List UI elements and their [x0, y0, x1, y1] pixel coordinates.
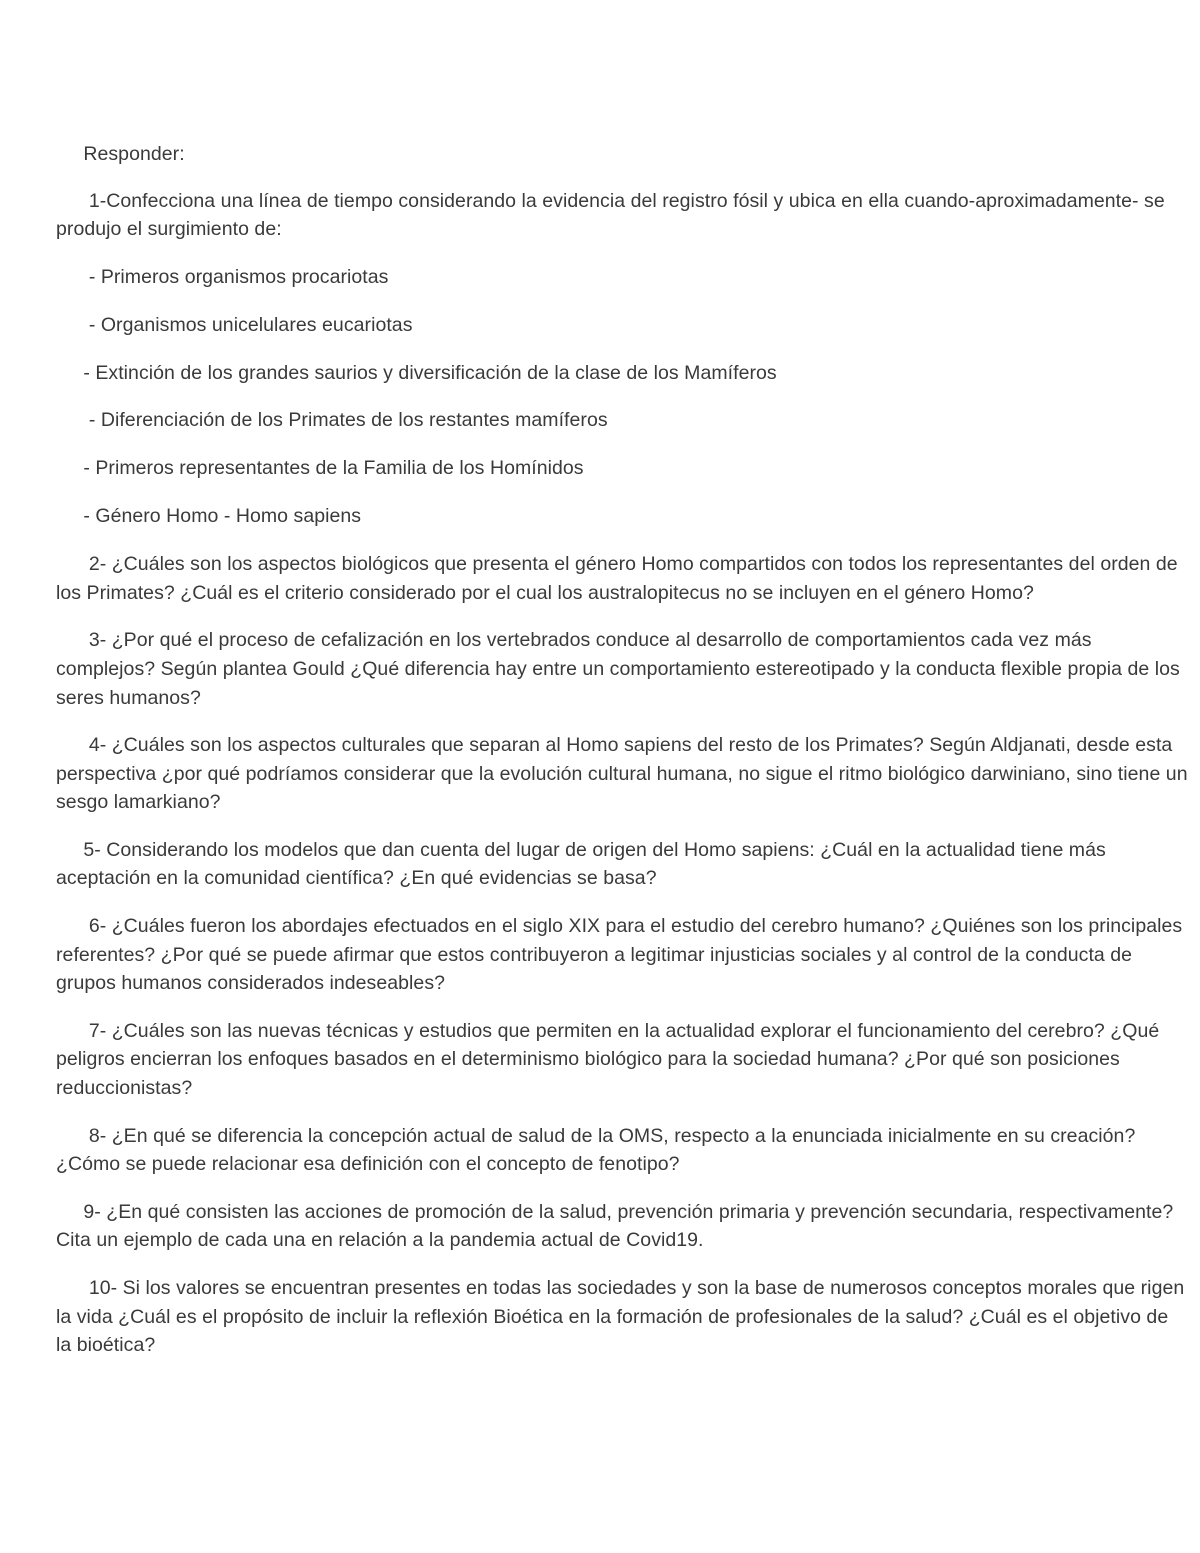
question-8: 8- ¿En qué se diferencia la concepción actual de salud de la OMS, respecto a la enunciada inicialmente en su creación? ¿Cómo se puede relacionar esa definición con el concepto de fenotipo?	[56, 1124, 1141, 1176]
question-1: 1-Confecciona una línea de tiempo considerando la evidencia del registro fósil y ubica en ella cuando-aproximadamente- se produjo el surgimiento de:	[56, 189, 1171, 241]
question-3: 3- ¿Por qué el proceso de cefalización en los vertebrados conduce al desarrollo de comportamientos cada vez más complejos? Según plantea Gould ¿Qué diferencia hay entre un comportamiento estereotipado y la conducta flexible propia de los seres humanos?	[56, 629, 1186, 709]
question-2: 2- ¿Cuáles son los aspectos biológicos que presenta el género Homo compartidos con todos los representantes del orden de los Primates? ¿Cuál es el criterio considerado por el cual los australopitecus no se incluyen en el género Homo?	[56, 553, 1184, 604]
question-4: 4- ¿Cuáles son los aspectos culturales que separan al Homo sapiens del resto de los Primates? Según Aldjanati, desde esta perspectiva ¿por qué podríamos considerar que la evolución cultural humana, no sigue el ritmo biológico darwiniano, sino tiene un sesgo lamarkiano?	[56, 734, 1194, 814]
bullet-item: - Organismos unicelulares eucariotas	[56, 313, 413, 336]
question-7: 7- ¿Cuáles son las nuevas técnicas y estudios que permiten en la actualidad explorar el funcionamiento del cerebro? ¿Qué peligros encierran los enfoques basados en el determinismo biológico para la sociedad humana? ¿Por qué son posiciones reduccionistas?	[56, 1019, 1165, 1100]
question-5: 5- Considerando los modelos que dan cuenta del lugar de origen del Homo sapiens: ¿Cuál en la actualidad tiene más aceptación en la comunidad científica? ¿En qué evidencias se basa?	[56, 838, 1112, 890]
bullet-item: - Extinción de los grandes saurios y diversificación de la clase de los Mamíferos	[56, 361, 777, 384]
bullet-item: - Primeros representantes de la Familia de los Homínidos	[56, 457, 584, 480]
question-6: 6- ¿Cuáles fueron los abordajes efectuados en el siglo XIX para el estudio del cerebro humano? ¿Quiénes son los principales referentes? ¿Por qué se puede afirmar que estos contribuyeron a legitimar injusticias sociales y al control de la conducta de grupos humanos considerados indeseables?	[56, 915, 1188, 995]
question-10: 10- Si los valores se encuentran presentes en todas las sociedades y son la base de numerosos conceptos morales que rigen la vida ¿Cuál es el propósito de incluir la reflexión Bioética en la formación de profesionales de la salud? ¿Cuál es el objetivo de la bioética?	[56, 1277, 1190, 1357]
bullet-item: - Género Homo - Homo sapiens	[56, 505, 362, 528]
bullet-item: - Diferenciación de los Primates de los restantes mamíferos	[56, 409, 608, 432]
heading: Responder:	[56, 143, 185, 165]
question-9: 9- ¿En qué consisten las acciones de promoción de la salud, prevención primaria y prevención secundaria, respectivamente? Cita un ejemplo de cada una en relación a la pandemia actual de Covid19.	[56, 1200, 1179, 1252]
bullet-item: - Primeros organismos procariotas	[56, 265, 389, 288]
document-body	[56, 140, 1194, 1379]
